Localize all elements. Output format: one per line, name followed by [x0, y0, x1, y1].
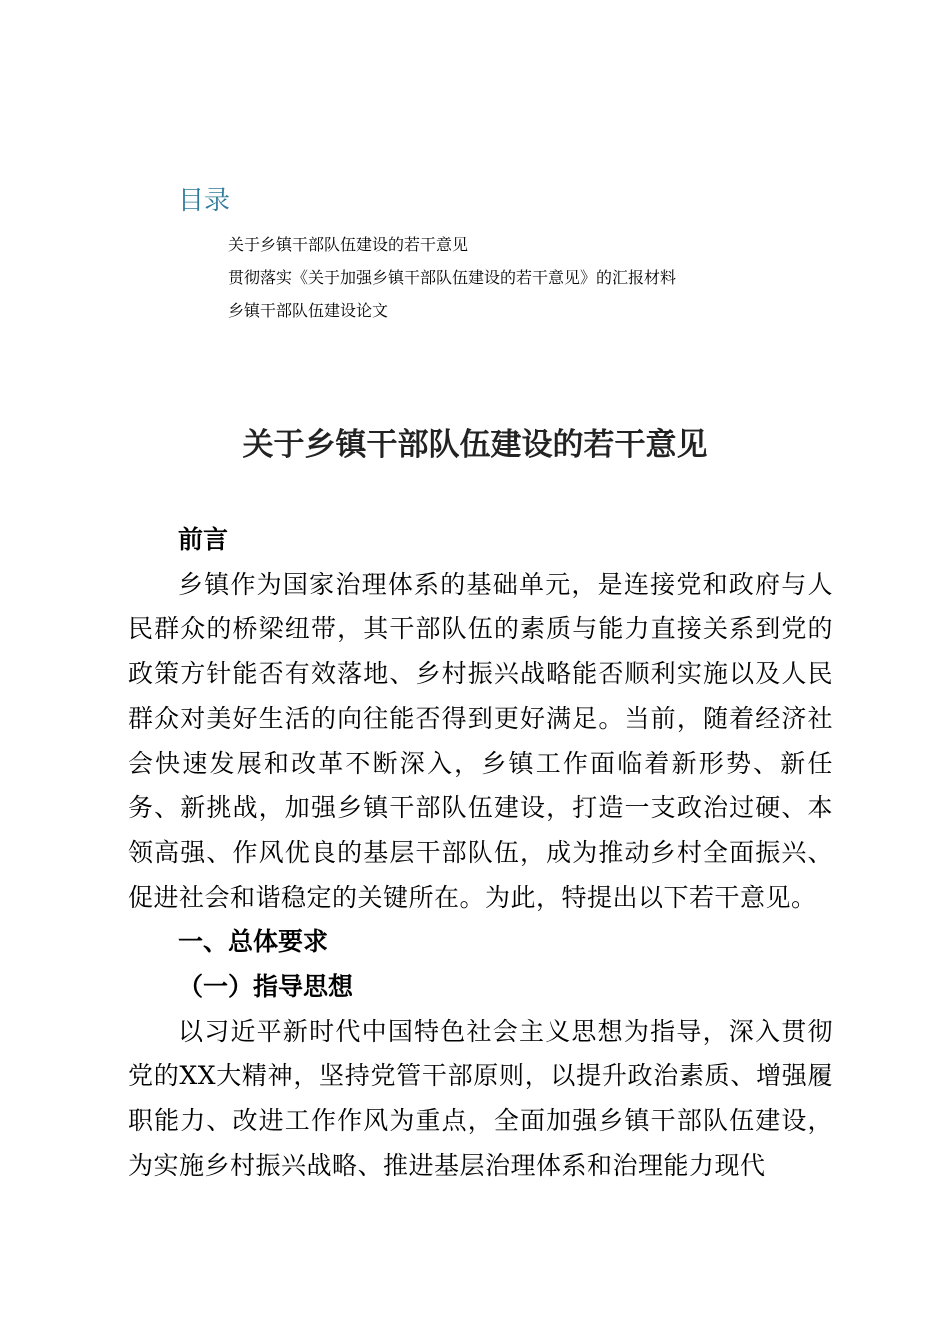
subsection-heading-guiding-ideology: （一）指导思想 — [178, 972, 354, 1001]
section-heading-general-requirements: 一、总体要求 — [178, 927, 329, 957]
document-title: 关于乡镇干部队伍建设的若干意见 — [242, 427, 708, 463]
toc-link-1[interactable]: 关于乡镇干部队伍建设的若干意见 — [228, 235, 469, 254]
toc-link-3[interactable]: 乡镇干部队伍建设论文 — [228, 301, 389, 320]
toc-list — [228, 228, 676, 327]
preface-heading: 前言 — [178, 525, 229, 554]
preface-paragraph: 乡镇作为国家治理体系的基础单元，是连接党和政府与人民群众的桥梁纽带，其干部队伍的素质与能力直接关系到党的政策方针能否有效落地、乡村振兴战略能否顺利实施以及人民群众对美好生活的向往能否得到更好满足。当前，随着经济社会快速发展和改革不断深入，乡镇工作面临着新形势、新任务、新挑战，加强乡镇干部队伍建设，打造一支政治过硬、本领高强、作风优良的基层干部队伍，成为推动乡村全面振兴、促进社会和谐稳定的关键所在。为此，特提出以下若干意见。 — [128, 569, 833, 912]
guiding-ideology-paragraph: 以习近平新时代中国特色社会主义思想为指导，深入贯彻党的XX大精神，坚持党管干部原则，以提升政治素质、增强履职能力、改进工作作风为重点，全面加强乡镇干部队伍建设，为实施乡村振兴战略、推进基层治理体系和治理能力现代 — [128, 1016, 833, 1180]
document-body — [128, 518, 833, 1189]
toc-link-2[interactable]: 贯彻落实《关于加强乡镇干部队伍建设的若干意见》的汇报材料 — [228, 268, 677, 287]
toc-heading: 目录 — [178, 186, 231, 216]
